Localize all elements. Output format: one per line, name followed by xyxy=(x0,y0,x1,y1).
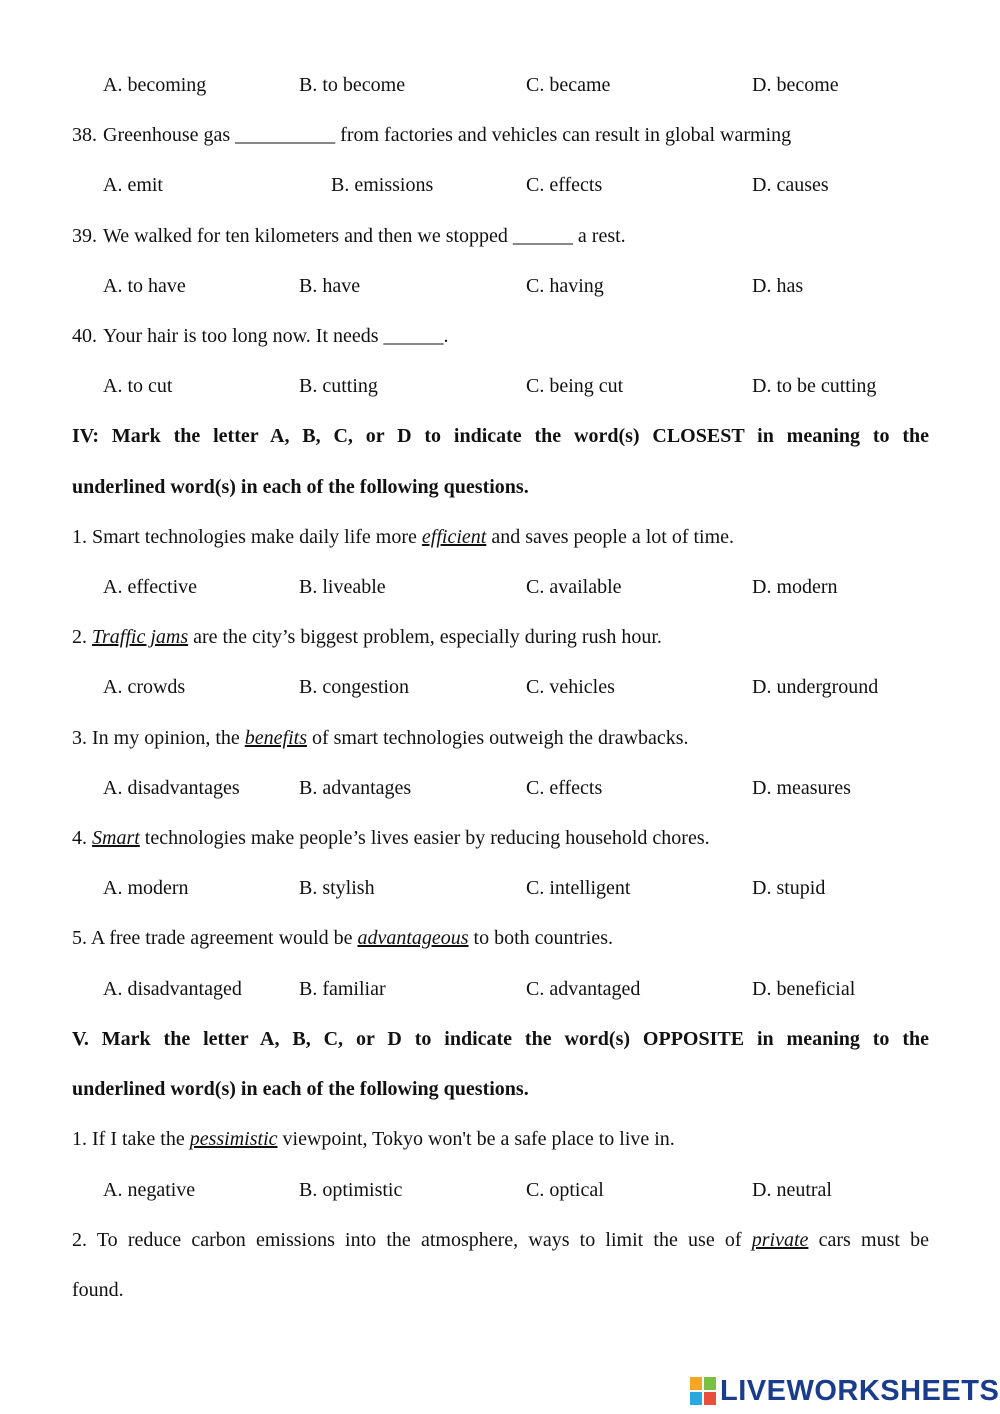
s4q1-option-c[interactable]: C. available xyxy=(526,576,622,598)
q37-option-b[interactable]: B. to become xyxy=(299,74,406,96)
s4q1-option-d[interactable]: D. modern xyxy=(752,576,838,598)
s5q1-option-d[interactable]: D. neutral xyxy=(752,1179,832,1201)
q39-option-d[interactable]: D. has xyxy=(752,275,804,297)
s4q3-option-c[interactable]: C. effects xyxy=(526,777,603,799)
s4q4-text: 4. Smart technologies make people’s lives easier by reducing household chores. xyxy=(72,827,710,849)
q40-option-b[interactable]: B. cutting xyxy=(299,375,378,397)
s5q1-text: 1. If I take the pessimistic viewpoint, Tokyo won't be a safe place to live in. xyxy=(72,1128,675,1150)
liveworksheets-logo[interactable] xyxy=(690,1374,999,1408)
liveworksheets-logo-text: LIVEWORKSHEETS xyxy=(720,1374,1000,1407)
section-4-heading: IV: Mark the letter A, B, C, or D to indicate the word(s) CLOSEST in meaning to the xyxy=(72,425,929,447)
q40-options xyxy=(0,371,1000,401)
s5q2-question-cont xyxy=(0,1275,1000,1305)
s5q1-question xyxy=(0,1124,1000,1154)
q39-options xyxy=(0,271,1000,301)
s5q1-option-a[interactable]: A. negative xyxy=(103,1179,196,1201)
s4q2-question xyxy=(0,622,1000,652)
s4q2-option-a[interactable]: A. crowds xyxy=(103,676,186,698)
s4q1-options xyxy=(0,572,1000,602)
s4q3-underlined-word: benefits xyxy=(244,727,307,749)
s5q1-option-b[interactable]: B. optimistic xyxy=(299,1179,403,1201)
q39-question xyxy=(0,221,1000,251)
q40-question xyxy=(0,321,1000,351)
s4q4-option-a[interactable]: A. modern xyxy=(103,877,189,899)
section-4-heading-cont: underlined word(s) in each of the following questions. xyxy=(72,476,529,498)
s5q2-text-cont: found. xyxy=(72,1279,124,1301)
s4q3-options xyxy=(0,773,1000,803)
s5q2-underlined-word: private xyxy=(751,1229,809,1251)
s4q4-option-c[interactable]: C. intelligent xyxy=(526,877,631,899)
s4q3-text: 3. In my opinion, the benefits of smart technologies outweigh the drawbacks. xyxy=(72,727,689,749)
s5q1-option-c[interactable]: C. optical xyxy=(526,1179,604,1201)
s5q2-question xyxy=(0,1225,1000,1255)
q37-option-a[interactable]: A. becoming xyxy=(103,74,207,96)
s4q5-option-b[interactable]: B. familiar xyxy=(299,978,386,1000)
section-5-heading-cont: underlined word(s) in each of the following questions. xyxy=(72,1078,529,1100)
s4q3-option-b[interactable]: B. advantages xyxy=(299,777,412,799)
s4q4-question xyxy=(0,823,1000,853)
q38-text: Greenhouse gas __________ from factories and vehicles can result in global warming xyxy=(103,124,792,146)
q38-option-d[interactable]: D. causes xyxy=(752,174,829,196)
q40-option-a[interactable]: A. to cut xyxy=(103,375,173,397)
s4q3-question xyxy=(0,723,1000,753)
s4q2-options xyxy=(0,672,1000,702)
s4q5-option-d[interactable]: D. beneficial xyxy=(752,978,856,1000)
q39-option-c[interactable]: C. having xyxy=(526,275,604,297)
section-5-heading-line-2 xyxy=(0,1074,1000,1104)
s4q5-options xyxy=(0,974,1000,1004)
s4q2-option-b[interactable]: B. congestion xyxy=(299,676,409,698)
section-4-heading-line-1 xyxy=(0,421,1000,451)
s5q1-underlined-word: pessimistic xyxy=(189,1128,278,1150)
q40-text: Your hair is too long now. It needs ______. xyxy=(103,325,449,347)
q38-question xyxy=(0,120,1000,150)
q37-options xyxy=(0,70,1000,100)
q38-option-a[interactable]: A. emit xyxy=(103,174,163,196)
section-5-heading-line-1 xyxy=(0,1024,1000,1054)
s4q4-underlined-word: Smart xyxy=(92,827,140,849)
s4q5-option-a[interactable]: A. disadvantaged xyxy=(103,978,242,1000)
s4q2-option-d[interactable]: D. underground xyxy=(752,676,879,698)
s4q1-text: 1. Smart technologies make daily life more efficient and saves people a lot of time. xyxy=(72,526,735,548)
s4q2-text: 2. Traffic jams are the city’s biggest problem, especially during rush hour. xyxy=(72,626,662,648)
s5q2-text: 2. To reduce carbon emissions into the atmosphere, ways to limit the use of private cars must be xyxy=(72,1229,929,1251)
q39-option-a[interactable]: A. to have xyxy=(103,275,186,297)
q39-option-b[interactable]: B. have xyxy=(299,275,361,297)
s4q5-question xyxy=(0,923,1000,953)
liveworksheets-logo-icon xyxy=(690,1377,716,1405)
q38-option-b[interactable]: B. emissions xyxy=(331,174,434,196)
q40-option-d[interactable]: D. to be cutting xyxy=(752,375,877,397)
q40-number: 40. xyxy=(72,325,97,347)
s4q4-options xyxy=(0,873,1000,903)
q38-option-c[interactable]: C. effects xyxy=(526,174,603,196)
s4q1-option-a[interactable]: A. effective xyxy=(103,576,198,598)
s4q1-question xyxy=(0,522,1000,552)
q39-text: We walked for ten kilometers and then we stopped ______ a rest. xyxy=(103,225,626,247)
s4q3-option-d[interactable]: D. measures xyxy=(752,777,851,799)
s4q3-option-a[interactable]: A. disadvantages xyxy=(103,777,240,799)
q37-option-c[interactable]: C. became xyxy=(526,74,611,96)
s4q5-underlined-word: advantageous xyxy=(357,927,469,949)
s4q4-option-b[interactable]: B. stylish xyxy=(299,877,375,899)
s4q2-underlined-word: Traffic jams xyxy=(92,626,189,648)
s4q1-underlined-word: efficient xyxy=(421,526,487,548)
s4q5-option-c[interactable]: C. advantaged xyxy=(526,978,641,1000)
s4q5-text: 5. A free trade agreement would be advantageous to both countries. xyxy=(72,927,613,949)
s4q4-option-d[interactable]: D. stupid xyxy=(752,877,826,899)
q39-number: 39. xyxy=(72,225,97,247)
q37-option-d[interactable]: D. become xyxy=(752,74,839,96)
q38-options xyxy=(0,170,1000,200)
section-5-heading: V. Mark the letter A, B, C, or D to indicate the word(s) OPPOSITE in meaning to the xyxy=(72,1028,929,1050)
section-4-heading-line-2 xyxy=(0,472,1000,502)
q38-number: 38. xyxy=(72,124,97,146)
s5q1-options xyxy=(0,1175,1000,1205)
s4q2-option-c[interactable]: C. vehicles xyxy=(526,676,615,698)
s4q1-option-b[interactable]: B. liveable xyxy=(299,576,386,598)
q40-option-c[interactable]: C. being cut xyxy=(526,375,624,397)
